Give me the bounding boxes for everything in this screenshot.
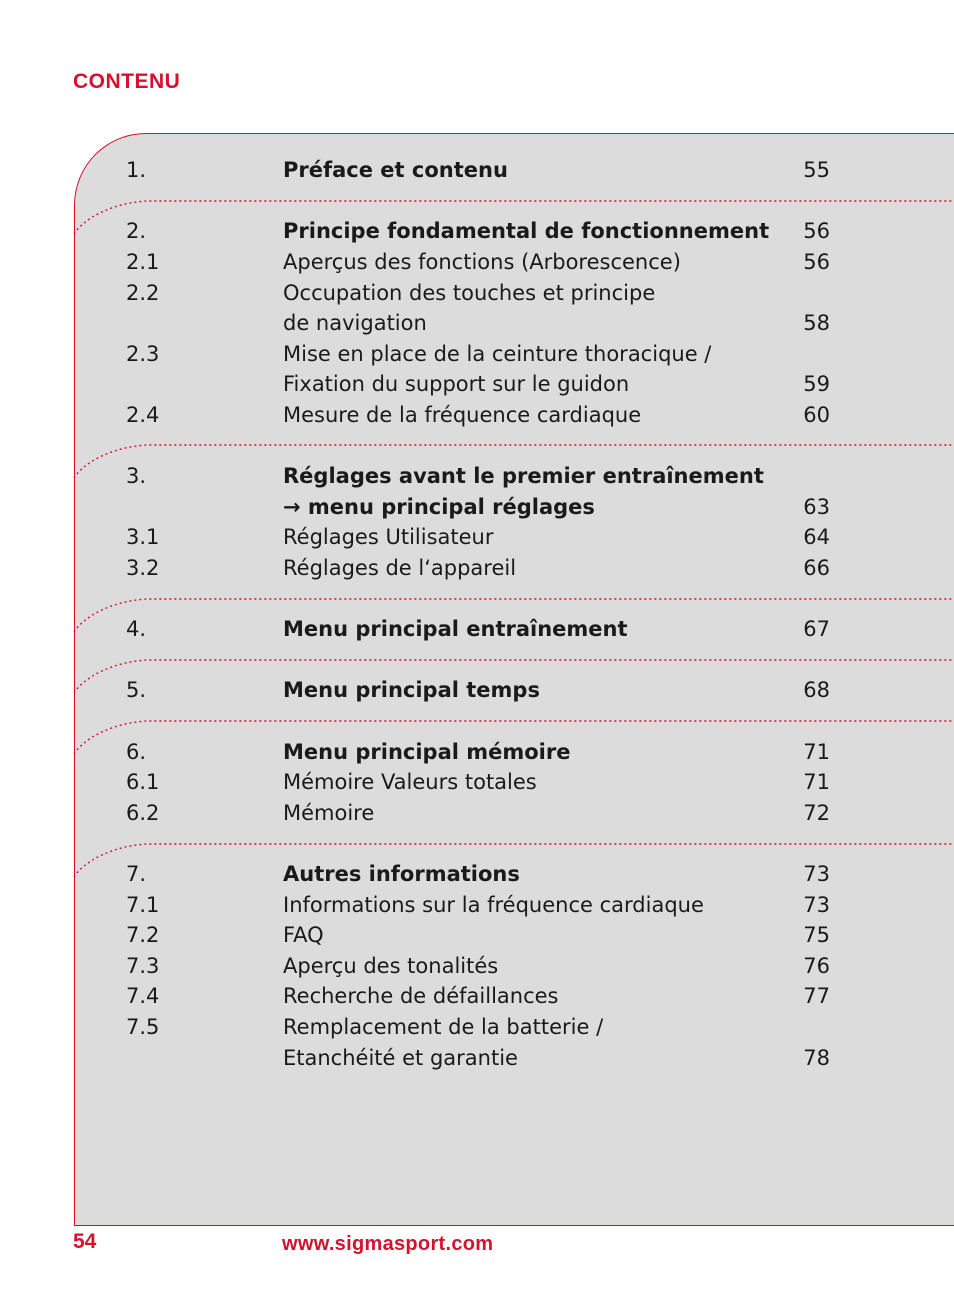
toc-section-number: 2.3 xyxy=(126,342,160,366)
toc-page-number: 59 xyxy=(803,372,830,396)
toc-section-number: 3.2 xyxy=(126,556,160,580)
toc-section-number: 2.4 xyxy=(126,403,160,427)
toc-section-title: Autres informations xyxy=(283,862,520,886)
toc-page-number: 75 xyxy=(803,923,830,947)
toc-section-number: 2.2 xyxy=(126,281,160,305)
toc-section-title: de navigation xyxy=(283,311,427,335)
toc-page-number: 56 xyxy=(803,219,830,243)
toc-section-number: 1. xyxy=(126,158,147,182)
toc-page-number: 77 xyxy=(803,984,830,1008)
toc-section-title: Mémoire xyxy=(283,801,375,825)
toc-section-title: → menu principal réglages xyxy=(283,495,595,519)
toc-page-number: 72 xyxy=(803,801,830,825)
toc-section-number: 7.1 xyxy=(126,893,160,917)
toc-section-title: Réglages Utilisateur xyxy=(283,525,494,549)
toc-page-number: 55 xyxy=(803,158,830,182)
toc-page-number: 71 xyxy=(803,740,830,764)
toc-page-number: 58 xyxy=(803,311,830,335)
toc-page-number: 78 xyxy=(803,1046,830,1070)
toc-page-number: 63 xyxy=(803,495,830,519)
dotted-separator xyxy=(74,200,954,220)
toc-section-number: 7.5 xyxy=(126,1015,160,1039)
toc-page-number: 60 xyxy=(803,403,830,427)
toc-section-title: Fixation du support sur le guidon xyxy=(283,372,630,396)
toc-section-title: Etanchéité et garantie xyxy=(283,1046,518,1070)
toc-section-title: Menu principal mémoire xyxy=(283,740,571,764)
dotted-separator xyxy=(74,843,954,863)
toc-section-title: Occupation des touches et principe xyxy=(283,281,656,305)
toc-section-number: 2.1 xyxy=(126,250,160,274)
toc-section-title: FAQ xyxy=(283,923,324,947)
page-heading: CONTENU xyxy=(73,70,181,93)
toc-section-number: 7.4 xyxy=(126,984,160,1008)
toc-section-title: Réglages de l‘appareil xyxy=(283,556,517,580)
toc-page-number: 76 xyxy=(803,954,830,978)
toc-section-number: 3.1 xyxy=(126,525,160,549)
dotted-separator xyxy=(74,444,954,464)
toc-section-number: 7. xyxy=(126,862,147,886)
toc-section-number: 6.2 xyxy=(126,801,160,825)
toc-section-number: 7.2 xyxy=(126,923,160,947)
toc-page-number: 73 xyxy=(803,862,830,886)
toc-page-number: 68 xyxy=(803,678,830,702)
toc-section-title: Aperçu des tonalités xyxy=(283,954,499,978)
toc-section-title: Informations sur la fréquence cardiaque xyxy=(283,893,704,917)
toc-section-number: 3. xyxy=(126,464,147,488)
toc-section-title: Menu principal entraînement xyxy=(283,617,628,641)
toc-section-title: Mémoire Valeurs totales xyxy=(283,770,537,794)
website-url[interactable]: www.sigmasport.com xyxy=(282,1233,494,1255)
toc-section-number: 7.3 xyxy=(126,954,160,978)
toc-section-title: Remplacement de la batterie / xyxy=(283,1015,604,1039)
toc-section-title: Mise en place de la ceinture thoracique / xyxy=(283,342,712,366)
toc-section-title: Recherche de défaillances xyxy=(283,984,559,1008)
toc-section-number: 2. xyxy=(126,219,147,243)
page-number: 54 xyxy=(73,1230,97,1253)
dotted-separator xyxy=(74,720,954,740)
toc-page-number: 66 xyxy=(803,556,830,580)
toc-section-title: Réglages avant le premier entraînement xyxy=(283,464,764,488)
toc-page-number: 56 xyxy=(803,250,830,274)
toc-page-number: 71 xyxy=(803,770,830,794)
toc-section-number: 5. xyxy=(126,678,147,702)
toc-page-number: 73 xyxy=(803,893,830,917)
toc-section-title: Aperçus des fonctions (Arborescence) xyxy=(283,250,681,274)
dotted-separator xyxy=(74,598,954,618)
toc-section-number: 6. xyxy=(126,740,147,764)
toc-page-number: 67 xyxy=(803,617,830,641)
toc-section-title: Principe fondamental de fonctionnement xyxy=(283,219,770,243)
toc-section-title: Mesure de la fréquence cardiaque xyxy=(283,403,642,427)
toc-section-title: Menu principal temps xyxy=(283,678,540,702)
toc-section-number: 6.1 xyxy=(126,770,160,794)
toc-page-number: 64 xyxy=(803,525,830,549)
dotted-separator xyxy=(74,659,954,679)
toc-section-number: 4. xyxy=(126,617,147,641)
toc-section-title: Préface et contenu xyxy=(283,158,508,182)
